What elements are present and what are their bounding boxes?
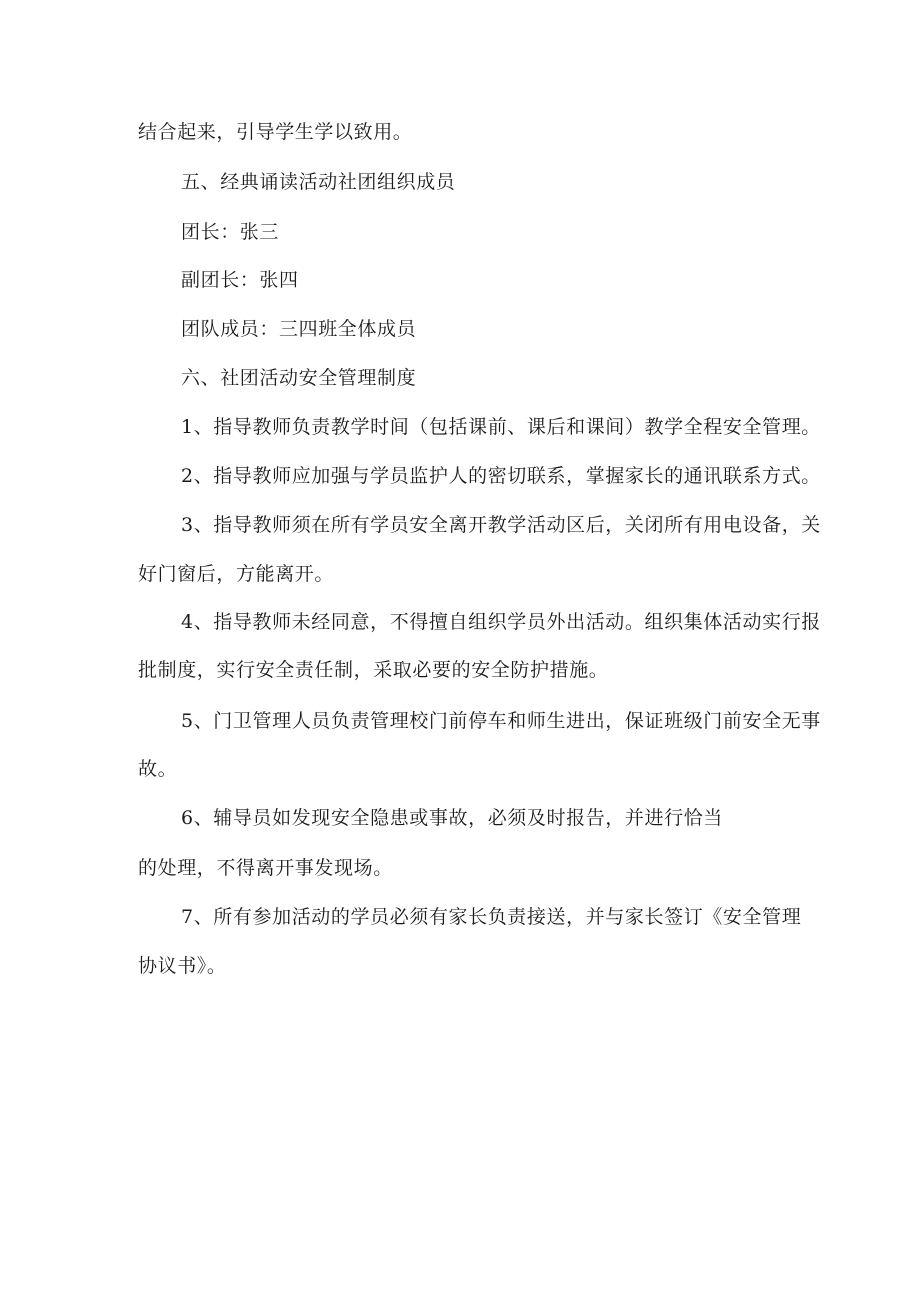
text-line-continuation-intro: 结合起来，引导学生学以致用。 (138, 121, 413, 143)
member-team: 团队成员：三四班全体成员 (181, 318, 417, 340)
rule-3: 3、指导教师须在所有学员安全离开教学活动区后，关闭所有用电设备，关 (181, 514, 821, 536)
rule-5-continuation: 故。 (138, 758, 178, 780)
rule-6-continuation: 的处理，不得离开事发现场。 (138, 857, 393, 879)
rule-7-continuation: 协议书》。 (138, 955, 227, 977)
rule-4: 4、指导教师未经同意，不得擅自组织学员外出活动。组织集体活动实行报 (181, 611, 821, 633)
section-heading-safety: 六、社团活动安全管理制度 (181, 367, 417, 389)
rule-6: 6、辅导员如发现安全隐患或事故，必须及时报告，并进行恰当 (181, 807, 723, 829)
rule-7: 7、所有参加活动的学员必须有家长负责接送，并与家长签订《安全管理 (181, 906, 802, 928)
rule-5: 5、门卫管理人员负责管理校门前停车和师生进出，保证班级门前安全无事 (181, 710, 821, 732)
rule-2: 2、指导教师应加强与学员监护人的密切联系，掌握家长的通讯联系方式。 (181, 465, 821, 487)
rule-3-continuation: 好门窗后，方能离开。 (138, 563, 335, 585)
member-leader: 团长：张三 (181, 221, 280, 243)
member-deputy-leader: 副团长：张四 (181, 269, 299, 291)
section-heading-members: 五、经典诵读活动社团组织成员 (181, 171, 456, 193)
rule-1: 1、指导教师负责教学时间（包括课前、课后和课间）教学全程安全管理。 (181, 416, 821, 438)
rule-4-continuation: 批制度，实行安全责任制，采取必要的安全防护措施。 (138, 659, 609, 681)
